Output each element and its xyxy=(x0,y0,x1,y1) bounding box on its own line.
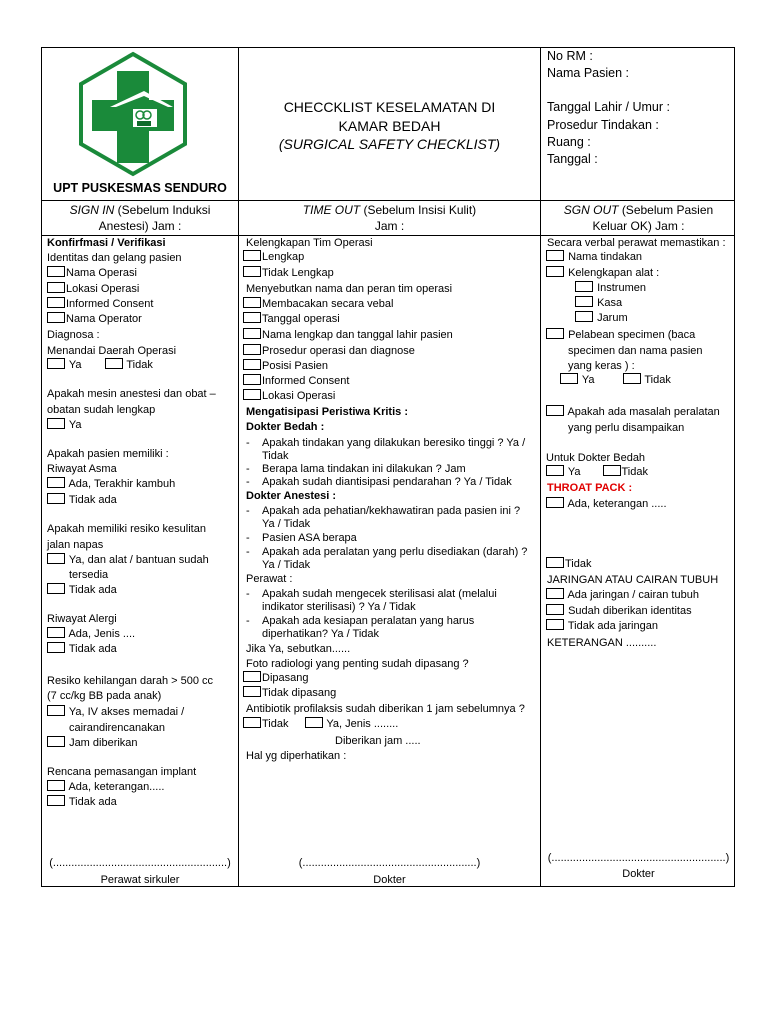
checkbox[interactable] xyxy=(575,311,593,322)
signin-check-jam[interactable]: Jam diberikan xyxy=(47,736,138,751)
checkbox[interactable] xyxy=(546,604,564,615)
timeout-text: Ya / Tidak xyxy=(262,559,311,571)
checkbox[interactable] xyxy=(47,705,65,716)
checkbox[interactable] xyxy=(105,358,123,369)
checkbox[interactable] xyxy=(546,266,564,277)
signout-check-jarum[interactable]: Jarum xyxy=(575,311,628,326)
signin-text: obatan sudah lengkap xyxy=(47,404,156,416)
signout-check-masalah[interactable]: Apakah ada masalah peralatan xyxy=(546,405,720,420)
timeout-check-tidak-dipasang[interactable]: Tidak dipasang xyxy=(243,686,336,701)
signin-text: tersedia xyxy=(69,569,109,581)
signout-text: specimen dan nama pasien xyxy=(568,345,703,357)
checkbox[interactable] xyxy=(47,477,65,488)
timeout-check-tidak-lengkap[interactable]: Tidak Lengkap xyxy=(243,266,334,281)
timeout-item: - Apakah tindakan yang dilakukan beresiko tinggi ? Ya / xyxy=(246,437,526,449)
org-name: UPT PUSKESMAS SENDURO xyxy=(53,181,227,195)
timeout-text: Kelengkapan Tim Operasi xyxy=(246,237,373,249)
checkbox[interactable] xyxy=(47,642,65,653)
signin-check-ya[interactable]: Ya xyxy=(47,418,82,433)
signin-check-lokasi[interactable]: Lokasi Operasi xyxy=(47,282,139,297)
field-nama-pasien[interactable]: Nama Pasien : xyxy=(547,66,629,80)
checkbox[interactable] xyxy=(243,671,261,682)
timeout-critical-heading: Mengatisipasi Peristiwa Kritis : xyxy=(246,406,408,418)
checkbox[interactable] xyxy=(47,418,65,429)
signout-signer: Dokter xyxy=(622,868,655,880)
signout-keterangan[interactable]: KETERANGAN .......... xyxy=(547,637,657,649)
field-tanggal-lahir[interactable]: Tanggal Lahir / Umur : xyxy=(547,100,670,114)
timeout-text: Menyebutkan nama dan peran tim operasi xyxy=(246,283,453,295)
timeout-header-line2: Jam : xyxy=(374,219,405,233)
checkbox[interactable] xyxy=(47,297,65,308)
checkbox[interactable] xyxy=(546,588,564,599)
checkbox[interactable] xyxy=(575,296,593,307)
signin-text: Identitas dan gelang pasien xyxy=(47,252,182,264)
timeout-text: indikator sterilisasi) ? Ya / Tidak xyxy=(262,601,416,613)
checkbox[interactable] xyxy=(47,795,65,806)
checkbox[interactable] xyxy=(546,250,564,261)
signin-check-napas-ya[interactable]: Ya, dan alat / bantuan sudah xyxy=(47,553,209,568)
timeout-item: - Apakah sudah mengecek sterilisasi alat (melalui xyxy=(246,588,497,600)
signout-text: Untuk Dokter Bedah xyxy=(546,452,646,464)
checkbox[interactable] xyxy=(47,312,65,323)
checklist-sheet xyxy=(41,47,735,887)
checkbox[interactable] xyxy=(243,266,261,277)
signin-header-line2: Anestesi) Jam : xyxy=(98,219,182,233)
checkbox[interactable] xyxy=(243,374,261,385)
signin-text: Riwayat Asma xyxy=(47,463,117,475)
field-ruang[interactable]: Ruang : xyxy=(547,135,591,149)
timeout-signature-line[interactable]: (.........................................................) xyxy=(298,857,481,869)
signin-signer: Perawat sirkuler xyxy=(100,874,180,886)
checkbox[interactable] xyxy=(243,344,261,355)
signout-throat-pack-heading: THROAT PACK : xyxy=(547,482,633,494)
timeout-check-prosedur[interactable]: Prosedur operasi dan diagnose xyxy=(243,344,415,359)
signin-header: SIGN IN (Sebelum Induksi xyxy=(69,203,211,217)
timeout-header: TIME OUT (Sebelum Insisi Kulit) xyxy=(302,203,477,217)
timeout-check-antibiotik[interactable]: Tidak Ya, Jenis ........ xyxy=(243,717,398,732)
signin-check-operator[interactable]: Nama Operator xyxy=(47,312,142,327)
checkbox[interactable] xyxy=(546,465,564,476)
timeout-item: - Apakah ada kesiapan peralatan yang harus xyxy=(246,615,475,627)
signout-check-identitas[interactable]: Sudah diberikan identitas xyxy=(546,604,692,619)
timeout-anesthesia-heading: Dokter Anestesi : xyxy=(246,490,337,502)
checkbox[interactable] xyxy=(603,465,621,476)
signin-text: (7 cc/kg BB pada anak) xyxy=(47,690,162,702)
timeout-nurse-heading: Perawat : xyxy=(246,573,293,585)
timeout-check-posisi[interactable]: Posisi Pasien xyxy=(243,359,328,374)
signout-tissue-heading: JARINGAN ATAU CAIRAN TUBUH xyxy=(547,574,719,586)
column-divider xyxy=(238,48,239,886)
field-no-rm[interactable]: No RM : xyxy=(547,49,593,63)
signout-check-specimen[interactable]: Pelabean specimen (baca xyxy=(546,328,695,343)
signin-text: Rencana pemasangan implant xyxy=(47,766,197,778)
signout-check-throat-ada[interactable]: Ada, keterangan ..... xyxy=(546,497,667,512)
checkbox[interactable] xyxy=(47,493,65,504)
timeout-text: Jika Ya, sebutkan...... xyxy=(246,643,351,655)
timeout-item: - Apakah sudah diantisipasi pendarahan ? Ya / Tidak xyxy=(246,476,512,488)
checkbox[interactable] xyxy=(243,312,261,323)
checkbox[interactable] xyxy=(546,405,564,416)
signin-confirm-heading: Konfirfmasi / Verifikasi xyxy=(47,237,166,249)
signin-check-ya-tidak[interactable]: Ya Tidak xyxy=(47,358,153,373)
checkbox[interactable] xyxy=(243,328,261,339)
signin-signature-line[interactable]: (.........................................................) xyxy=(49,857,231,869)
signout-check-ya-tidak[interactable]: Ya Tidak xyxy=(560,373,671,388)
signout-text: yang keras ) : xyxy=(568,360,635,372)
checkbox[interactable] xyxy=(47,553,65,564)
signin-check-alergi-ada[interactable]: Ada, Jenis .... xyxy=(47,627,135,642)
checkbox[interactable] xyxy=(47,358,65,369)
checkbox[interactable] xyxy=(546,557,564,568)
signout-check-throat-tidak[interactable]: Tidak xyxy=(546,557,592,572)
checkbox[interactable] xyxy=(47,736,65,747)
signout-check-instrumen[interactable]: Instrumen xyxy=(575,281,646,296)
signin-check-asma-ada[interactable]: Ada, Terakhir kambuh xyxy=(47,477,175,492)
signout-check-jaringan-ada[interactable]: Ada jaringan / cairan tubuh xyxy=(546,588,699,603)
signin-text: Diagnosa : xyxy=(47,329,100,341)
puskesmas-logo xyxy=(78,51,188,177)
signout-check-jaringan-tidak[interactable]: Tidak ada jaringan xyxy=(546,619,658,634)
checkbox[interactable] xyxy=(243,359,261,370)
signin-text: jalan napas xyxy=(47,539,104,551)
timeout-surgeon-heading: Dokter Bedah : xyxy=(246,421,325,433)
checkbox[interactable] xyxy=(305,717,323,728)
timeout-text: diperhatikan? Ya / Tidak xyxy=(262,628,380,640)
timeout-text: Tidak xyxy=(262,450,289,462)
checkbox[interactable] xyxy=(47,780,65,791)
timeout-text: Antibiotik profilaksis sudah diberikan 1 jam sebelumnya ? xyxy=(246,703,525,715)
signout-check-dokter[interactable]: Ya Tidak xyxy=(546,465,648,480)
checkbox[interactable] xyxy=(546,328,564,339)
checkbox[interactable] xyxy=(243,717,261,728)
timeout-check-verbal[interactable]: Membacakan secara vebal xyxy=(243,297,393,312)
signout-check-kasa[interactable]: Kasa xyxy=(575,296,622,311)
signin-text: cairandirencanakan xyxy=(69,722,166,734)
checkbox[interactable] xyxy=(47,282,65,293)
column-divider xyxy=(540,48,541,886)
signout-text: Secara verbal perawat memastikan : xyxy=(547,237,726,249)
signin-check-implant-ada[interactable]: Ada, keterangan..... xyxy=(47,780,164,795)
title-line-1: CHECCKLIST KESELAMATAN DI xyxy=(283,99,496,115)
signin-check-iv-ya[interactable]: Ya, IV akses memadai / xyxy=(47,705,184,720)
signout-header-line2: Keluar OK) Jam : xyxy=(592,219,685,233)
signin-text: Riwayat Alergi xyxy=(47,613,117,625)
timeout-signer: Dokter xyxy=(373,874,406,886)
checkbox[interactable] xyxy=(47,266,65,277)
signin-text: Menandai Daerah Operasi xyxy=(47,345,177,357)
signin-check-consent[interactable]: Informed Consent xyxy=(47,297,153,312)
timeout-text: Hal yg diperhatikan : xyxy=(246,750,347,762)
checkbox[interactable] xyxy=(243,389,261,400)
field-tanggal[interactable]: Tanggal : xyxy=(547,152,598,166)
timeout-check-consent[interactable]: Informed Consent xyxy=(243,374,349,389)
signin-check-nama-operasi[interactable]: Nama Operasi xyxy=(47,266,137,281)
checkbox[interactable] xyxy=(546,497,564,508)
checkbox[interactable] xyxy=(243,686,261,697)
checkbox[interactable] xyxy=(575,281,593,292)
signin-text: Apakah memiliki resiko kesulitan xyxy=(47,523,206,535)
signout-check-alat[interactable]: Kelengkapan alat : xyxy=(546,266,659,281)
timeout-item: - Pasien ASA berapa xyxy=(246,532,357,544)
checkbox[interactable] xyxy=(560,373,578,384)
timeout-item: - Apakah ada peralatan yang perlu disediakan (darah) ? xyxy=(246,546,528,558)
signout-check-nama-tindakan[interactable]: Nama tindakan xyxy=(546,250,642,265)
title-line-2: KAMAR BEDAH xyxy=(338,118,441,134)
signin-text: Apakah pasien memiliki : xyxy=(47,448,169,460)
signin-text: Apakah mesin anestesi dan obat – xyxy=(47,388,216,400)
signout-signature-line[interactable]: (.........................................................) xyxy=(547,852,730,864)
timeout-text: Ya / Tidak xyxy=(262,518,311,530)
field-prosedur[interactable]: Prosedur Tindakan : xyxy=(547,118,659,132)
signout-text: yang perlu disampaikan xyxy=(568,422,685,434)
timeout-item: - Apakah ada pehatian/kekhawatiran pada pasien ini ? xyxy=(246,505,521,517)
checkbox[interactable] xyxy=(47,627,65,638)
signin-check-asma-tidak[interactable]: Tidak ada xyxy=(47,493,117,508)
timeout-check-lengkap[interactable]: Lengkap xyxy=(243,250,304,265)
signin-check-alergi-tidak[interactable]: Tidak ada xyxy=(47,642,117,657)
signin-check-napas-tidak[interactable]: Tidak ada xyxy=(47,583,117,598)
timeout-check-dipasang[interactable]: Dipasang xyxy=(243,671,308,686)
checkbox[interactable] xyxy=(47,583,65,594)
timeout-text: Diberikan jam ..... xyxy=(335,735,421,747)
timeout-check-tanggal[interactable]: Tanggal operasi xyxy=(243,312,340,327)
signout-header: SGN OUT (Sebelum Pasien xyxy=(563,203,714,217)
timeout-check-lokasi[interactable]: Lokasi Operasi xyxy=(243,389,335,404)
checkbox[interactable] xyxy=(243,250,261,261)
timeout-item: - Berapa lama tindakan ini dilakukan ? Jam xyxy=(246,463,466,475)
timeout-text: Foto radiologi yang penting sudah dipasang ? xyxy=(246,658,469,670)
signin-check-implant-tidak[interactable]: Tidak ada xyxy=(47,795,117,810)
signin-text: Resiko kehilangan darah > 500 cc xyxy=(47,675,214,687)
checkbox[interactable] xyxy=(243,297,261,308)
checkbox[interactable] xyxy=(546,619,564,630)
title-line-3: (SURGICAL SAFETY CHECKLIST) xyxy=(278,136,501,152)
timeout-check-nama[interactable]: Nama lengkap dan tanggal lahir pasien xyxy=(243,328,453,343)
checkbox[interactable] xyxy=(623,373,641,384)
